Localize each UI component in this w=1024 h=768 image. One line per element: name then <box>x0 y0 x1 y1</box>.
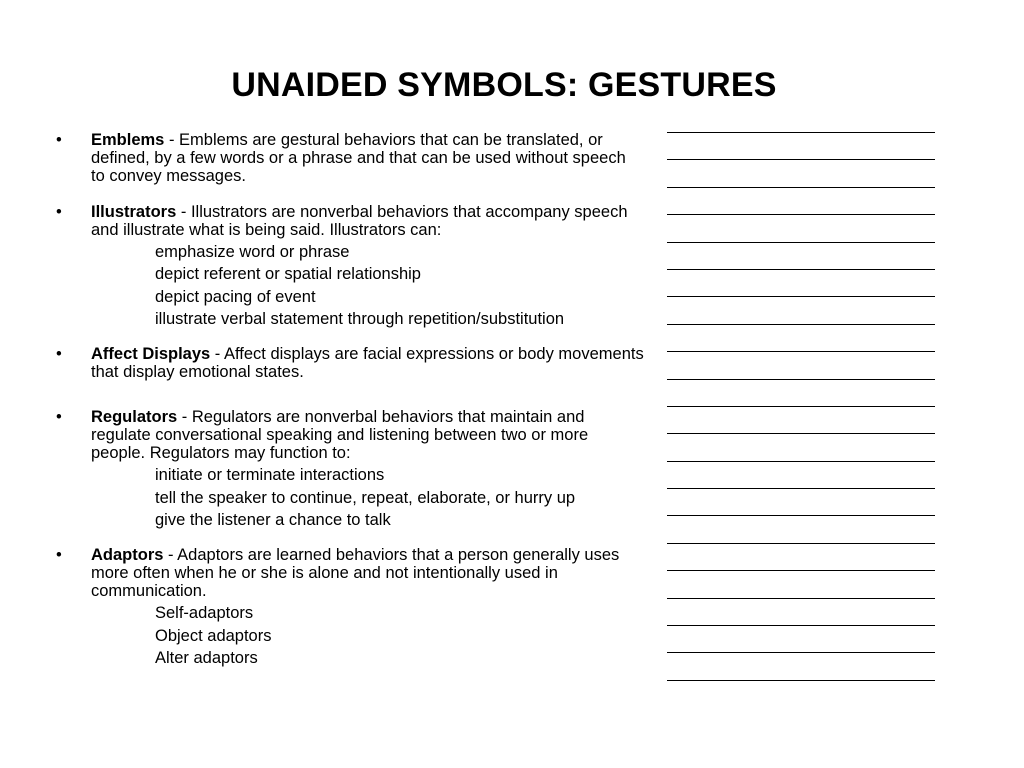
list-item-affect-displays <box>54 345 644 381</box>
note-line <box>667 380 935 407</box>
sub-item: tell the speaker to continue, repeat, elaborate, or hurry up <box>155 488 576 507</box>
sub-item: give the listener a chance to talk <box>155 510 391 529</box>
note-line <box>667 489 935 516</box>
sub-list-illustrators <box>54 243 644 328</box>
sub-item: Object adaptors <box>155 626 272 645</box>
definition-regulators: - Regulators are nonverbal behaviors that maintain and regulate conversational speaking and listening between two or more people. Regulators may function to: <box>91 408 589 463</box>
note-line <box>667 571 935 598</box>
sub-item: Alter adaptors <box>155 649 258 668</box>
definition-affect-displays: - Affect displays are facial expressions or body movements that display emotional states. <box>91 345 644 382</box>
note-line <box>667 160 935 187</box>
sub-item: depict referent or spatial relationship <box>155 265 421 284</box>
list-item-illustrators <box>54 203 644 328</box>
bullet-icon: • <box>56 546 62 565</box>
note-line <box>667 434 935 461</box>
note-line <box>667 407 935 434</box>
gesture-list <box>54 131 644 671</box>
definition-illustrators: - Illustrators are nonverbal behaviors that accompany speech and illustrate what is being said. Illustrators can: <box>91 203 628 239</box>
note-line <box>667 352 935 379</box>
list-item-regulators <box>54 408 644 529</box>
note-line <box>667 215 935 242</box>
bullet-icon: • <box>56 131 62 149</box>
page-title: UNAIDED SYMBOLS: GESTURES <box>231 66 777 104</box>
note-line <box>667 626 935 653</box>
sub-item: Self-adaptors <box>155 604 254 623</box>
bullet-icon: • <box>56 408 62 427</box>
note-line <box>667 125 935 133</box>
definition-emblems: - Emblems are gestural behaviors that can be translated, or defined, by a few words or a phrase and that can be used without speech to convey messages. <box>91 131 626 185</box>
note-line <box>667 516 935 543</box>
sub-item: illustrate verbal statement through repetition/substitution <box>155 309 565 328</box>
note-line <box>667 599 935 626</box>
term-emblems: Emblems <box>91 131 165 149</box>
sub-item: initiate or terminate interactions <box>155 466 385 485</box>
note-line <box>667 270 935 297</box>
list-item-emblems <box>54 131 644 185</box>
term-adaptors: Adaptors <box>91 546 164 565</box>
note-line <box>667 653 935 680</box>
note-line <box>667 297 935 324</box>
note-lines <box>667 125 935 681</box>
note-line <box>667 188 935 215</box>
term-affect-displays: Affect Displays <box>91 345 211 364</box>
sub-item: depict pacing of event <box>155 287 316 306</box>
sub-item: emphasize word or phrase <box>155 243 350 261</box>
term-illustrators: Illustrators <box>91 203 177 221</box>
term-regulators: Regulators <box>91 408 178 427</box>
note-line <box>667 462 935 489</box>
note-line <box>667 243 935 270</box>
list-item-adaptors <box>54 546 644 667</box>
note-line <box>667 325 935 352</box>
sub-list-regulators <box>54 466 644 529</box>
sub-list-adaptors <box>54 604 644 667</box>
definition-adaptors: - Adaptors are learned behaviors that a person generally uses more often when he or she is alone and not intentionally used in communication. <box>91 546 620 601</box>
bullet-icon: • <box>56 203 62 221</box>
note-line <box>667 133 935 160</box>
note-line <box>667 544 935 571</box>
bullet-icon: • <box>56 345 62 364</box>
